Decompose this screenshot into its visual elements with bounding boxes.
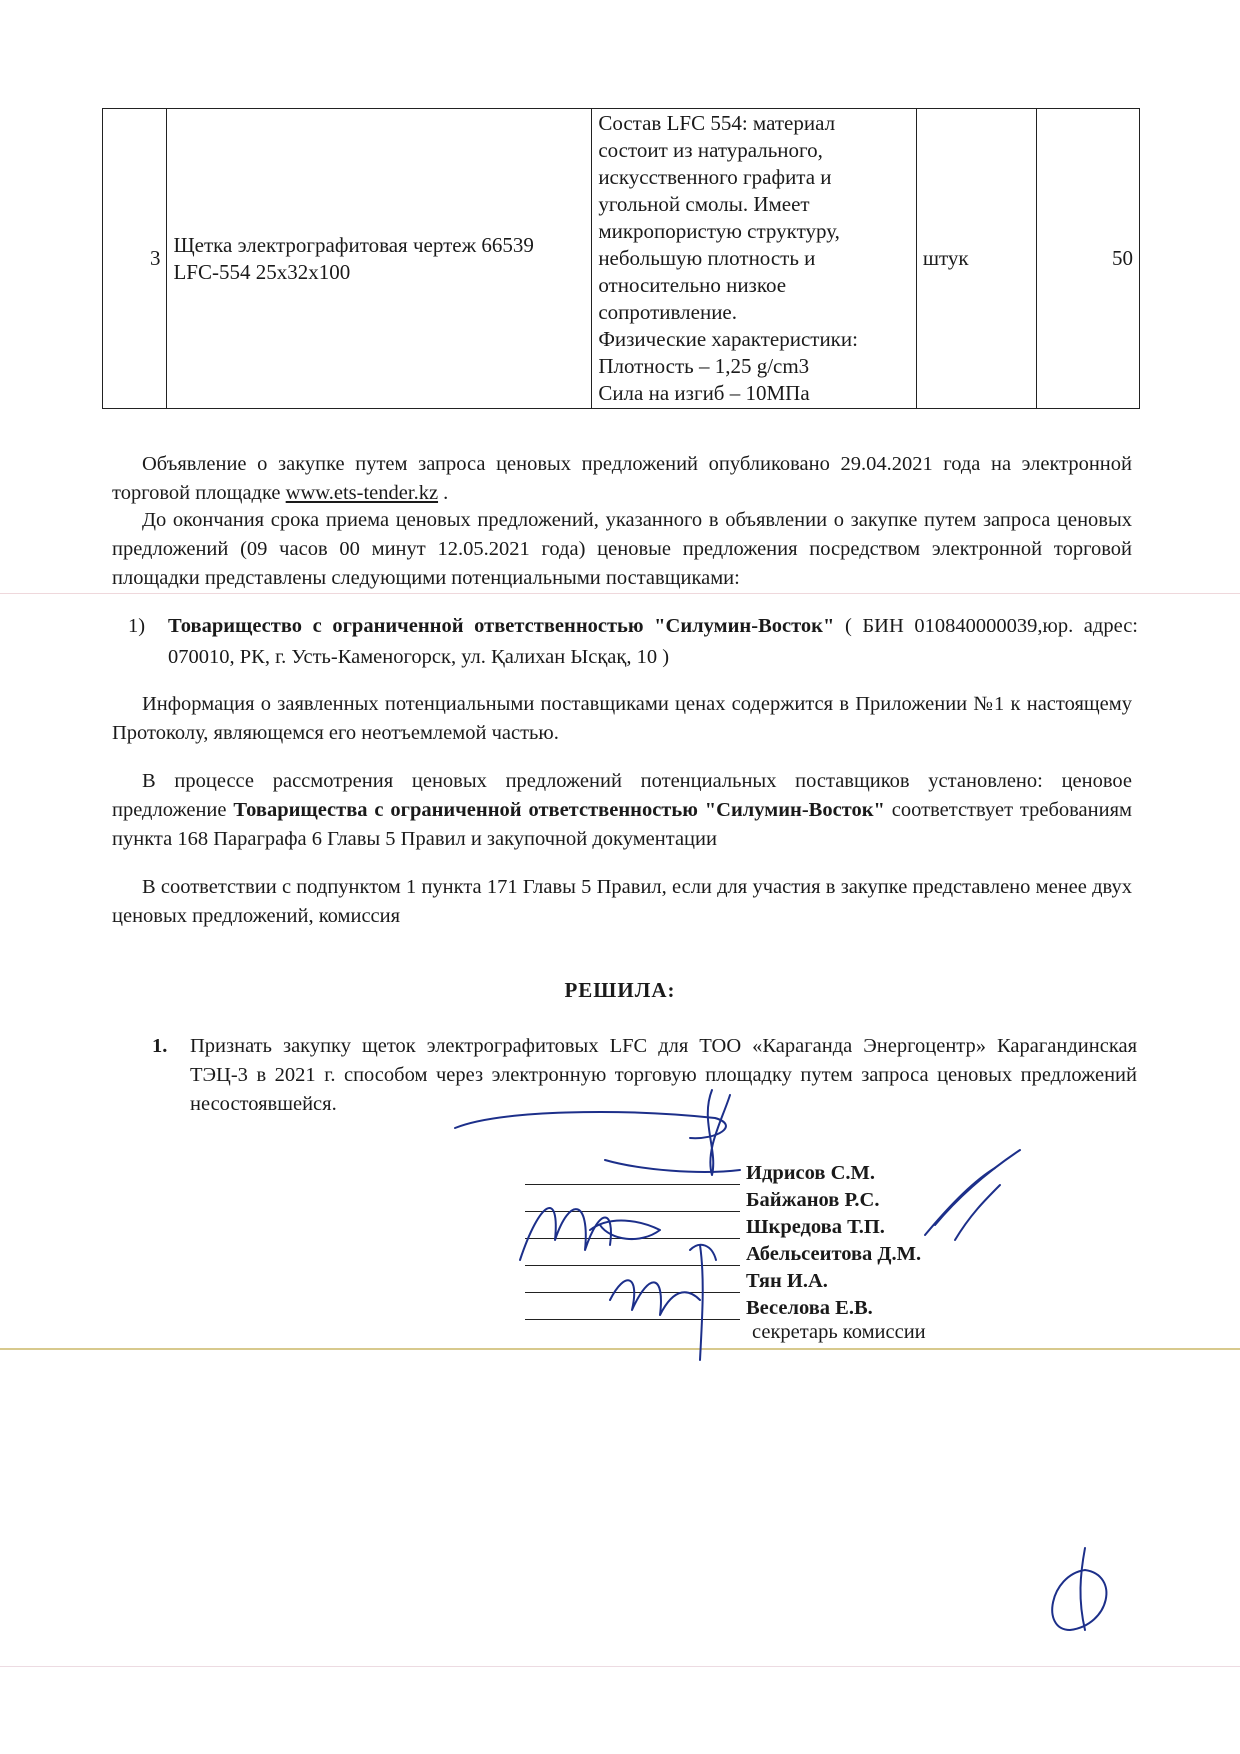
supplier-name: Товарищество с ограниченной ответственностью "Силумин-Восток"	[168, 615, 835, 637]
description-line: искусственного графита и	[598, 165, 832, 189]
item-number: 3	[103, 109, 167, 409]
description-line: Сила на изгиб – 10МПа	[598, 381, 810, 405]
description-line: Плотность – 1,25 g/cm3	[598, 354, 810, 378]
signature-stroke	[605, 1160, 740, 1172]
secretary-label: секретарь комиссии	[752, 1321, 926, 1343]
decision-heading: РЕШИЛА:	[564, 978, 676, 1002]
signatory-name: Шкредова Т.П.	[746, 1216, 885, 1238]
description-line: микропористую структуру,	[598, 219, 840, 243]
signature-stroke	[455, 1112, 726, 1138]
description-line: Физические характеристики:	[598, 327, 858, 351]
item-quantity: 50	[1036, 109, 1139, 409]
signature-stroke	[690, 1245, 716, 1260]
signature-stroke	[700, 1245, 703, 1360]
description-line: сопротивление.	[598, 300, 737, 324]
description-line: Состав LFC 554: материал	[598, 111, 836, 135]
signature-stroke	[955, 1185, 1000, 1240]
signature-stroke	[590, 1221, 660, 1240]
item-name-line: Щетка электрографитовая чертеж 66539	[173, 232, 534, 257]
review-end: соответствует требованиям пункта 168 Параграфа 6 Главы 5 Правил и закупочной документации	[112, 799, 1132, 850]
item-name-line: LFC-554 25х32х100	[173, 259, 351, 284]
description-line: состоит из натурального,	[598, 138, 823, 162]
signatory-name: Абельсеитова Д.М.	[746, 1243, 922, 1265]
signature-stroke	[935, 1150, 1020, 1225]
description-line: небольшую плотность и	[598, 246, 816, 270]
tender-site-link[interactable]: www.ets-tender.kz	[285, 482, 439, 504]
signatory-name: Тян И.А.	[746, 1270, 828, 1292]
item-unit: штук	[916, 109, 1036, 409]
review-company: Товарищества с ограниченной ответственностью "Силумин-Восток"	[233, 799, 885, 821]
announcement-text: Объявление о закупке путем запроса ценовых предложений опубликовано 29.04.2021 года на электронной торговой площадке	[112, 453, 1132, 504]
signatory-name: Идрисов С.М.	[746, 1162, 875, 1184]
signatory-name: Веселова Е.В.	[746, 1297, 873, 1319]
signatory-name: Байжанов Р.С.	[746, 1189, 880, 1211]
description-line: угольной смолы. Имеет	[598, 192, 810, 216]
signature-stroke	[520, 1208, 611, 1260]
list-number: 1)	[128, 615, 146, 637]
review-start: В процессе рассмотрения ценовых предложений потенциальных поставщиков установлено: ценовое предложение	[112, 770, 1132, 821]
deadline-paragraph: До окончания срока приема ценовых предложений, указанного в объявлении о закупке путем запроса ценовых предложений (09 часов 00 минут 12.05.2021 года) ценовые предложения посредством электронной торговой площадки представлены следующими потенциальными поставщиками:	[112, 509, 1132, 589]
signature-stroke	[1080, 1548, 1085, 1630]
signature-stroke	[610, 1280, 700, 1315]
accordance-paragraph: В соответствии с подпунктом 1 пункта 171 Главы 5 Правил, если для участия в закупке представлено менее двух ценовых предложений, комиссия	[112, 876, 1132, 927]
decision-text: Признать закупку щеток электрографитовых LFC для ТОО «Караганда Энергоцентр» Карагандинская ТЭЦ-3 в 2021 г. способом через электронную торговую площадку путем запроса ценовых предложений несостоявшейся.	[190, 1035, 1137, 1115]
description-line: относительно низкое	[598, 273, 787, 297]
decision-number: 1.	[152, 1035, 168, 1057]
supplier-details: ( БИН 010840000039,юр. адрес: 070010, РК, г. Усть-Каменогорск, ул. Қалихан Ысқақ, 10 )	[168, 615, 1138, 668]
signature-stroke	[1052, 1570, 1106, 1630]
price-info-paragraph: Информация о заявленных потенциальными поставщиками ценах содержится в Приложении №1 к настоящему Протоколу, являющемся его неотъемлемой частью.	[112, 693, 1132, 744]
announcement-end: .	[438, 482, 449, 504]
